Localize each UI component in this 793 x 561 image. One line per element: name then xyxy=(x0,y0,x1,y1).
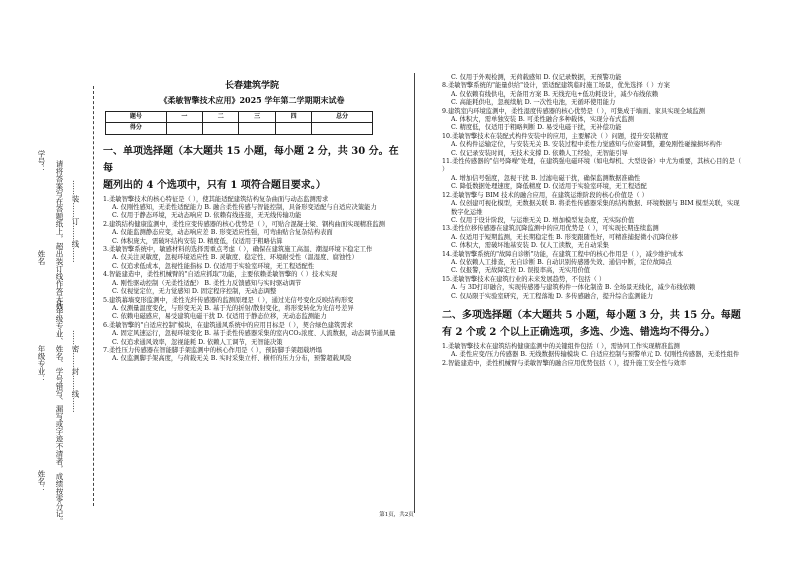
multi-choice-list xyxy=(442,343,742,368)
question-options: C. 精度低，仅适用于粗略判断 D. 易受电磁干扰，无补偿功能 xyxy=(451,124,622,132)
question-stem: 4.智能建造中，柔性机械臂的"自适应抓取"功能，主要依赖柔敏智擎的（ ）技术实现 xyxy=(103,271,338,279)
section2-heading-line: 有 2 个或 2 个以上正确选项，多选、少选、错选均不得分。） xyxy=(442,326,715,338)
question-item xyxy=(442,251,742,276)
signature-label: 姓名： xyxy=(37,470,46,493)
left-column xyxy=(103,78,401,364)
question-options: A. 仅测量温度变化，与形变无关 B. 基于光的折射/散射变化，将形变转化为光信号差异 xyxy=(112,304,354,312)
question-options: A. 仅关注灵敏度，忽视环境适应性 B. 灵敏度、稳定性、环境耐受性（温湿度、腐蚀性） xyxy=(112,254,358,262)
question-item xyxy=(442,192,742,226)
score-cell: 一 xyxy=(166,111,202,122)
question-options: A. 仅刚性感知，无柔性适配能力 B. 融合柔性传感与智能控制，具备形变适配与自适应决策能力 xyxy=(112,204,377,212)
section1-heading-line: 题列出的 4 个选项中，只有 1 项符合题目要求。） xyxy=(103,179,326,191)
score-input-cell[interactable] xyxy=(275,123,311,134)
name-label: 姓名 xyxy=(37,250,46,265)
score-input-cell[interactable] xyxy=(166,123,202,134)
question-item xyxy=(442,343,742,360)
question-options: A. 仅构件运输定位，与安装无关 B. 安装过程中柔性力觉感知与位姿调整，避免刚性碰撞损坏构件 xyxy=(451,141,723,149)
question-options: C. 降低数据处理速度，降低精度 D. 仅适用于实验室环境，无工程适配 xyxy=(451,183,647,191)
question-options: C. 仅追求低成本，忽视性能指标 D. 仅适用于实验室环境，无工程适配性 xyxy=(112,262,315,270)
question-options: C. 依赖电磁感应，易受建筑电磁干扰 D. 仅适用于静态位移，无动态监测能力 xyxy=(112,313,327,321)
question-stem: 11.柔性传感器的"信号降噪"处理，在建筑强电磁环境（如电焊机、大型设备）中尤为重要，其核心目的是（ ） xyxy=(442,158,742,174)
page-footer: 第1页，共2页 xyxy=(379,512,414,518)
question-options: C. 高能耗供电，忽视续航 D. 一次性电池，无循环使用能力 xyxy=(451,99,616,107)
score-input-cell[interactable] xyxy=(239,123,275,134)
question-stem: 5.建筑幕墙变形监测中，柔性光纤传感器的监测原理是（ ），通过光信号变化反映结构形变 xyxy=(103,296,354,304)
binding-margin xyxy=(0,0,88,561)
binding-notice: 请将答案写在答题纸上，超出装订线作答无效。 xyxy=(55,160,64,318)
score-cell: 三 xyxy=(239,111,275,122)
question-options: C. 仅用于静态环境，无动态响应 D. 依赖有线连接，无无线传输功能 xyxy=(112,212,302,220)
question-item xyxy=(103,246,401,271)
question-stem: 6.柔敏智擎的"自适应控制"模块，在建筑通风系统中的应用目标是（ ），契合绿色建筑需求 xyxy=(103,321,353,329)
question-item xyxy=(442,276,742,301)
score-input-cell[interactable] xyxy=(203,123,239,134)
question-stem: 14.柔敏智擎系统的"故障自诊断"功能，在建筑工程中的核心作用是（ ），减少维护成本 xyxy=(442,250,684,258)
section1-heading-line: 一、单项选择题（本大题共 15 小题，每小题 2 分，共 30 分。在每 xyxy=(103,145,399,174)
question-options: A. 仅监测脚手架高度，与荷载无关 B. 实时采集立杆、横杆的压力分布，预警超载风险 xyxy=(112,355,352,363)
score-cell: 四 xyxy=(275,111,311,122)
question-options: C. 仅局限于实验室研究，无工程落地 D. 多传感融合，提升综合监测能力 xyxy=(451,292,654,300)
score-cell: 二 xyxy=(203,111,239,122)
question-options: A. 仅适用于短期监测，无长期稳定性 B. 形变跟随性好，可精准捕捉微小沉降位移 xyxy=(451,233,678,241)
question-item xyxy=(103,221,401,246)
question-options: A. 仅依赖人工排查，无自诊断 B. 自动识别传感器失效、通信中断，定位故障点 xyxy=(451,258,672,266)
student-id-label: 学号： xyxy=(37,150,46,173)
question-options: C. 仅用于外观检测，无荷载感知 D. 仅记录数据，无预警功能 xyxy=(451,74,622,81)
question-options: A. 体积大，需单独安装 B. 可柔性融合多种载体，实现分布式监测 xyxy=(451,116,634,124)
question-stem: 3.柔敏智擎系统中，敏感材料的选择需重点考虑（ ），确保在建筑施工高温、潮湿环境下稳定工作 xyxy=(103,246,373,254)
section1-heading xyxy=(103,143,401,194)
question-options: C. 仅记录安装时间，无技术支撑 D. 依赖人工经验，无智能引导 xyxy=(451,149,628,157)
cut-line xyxy=(93,86,94,506)
question-options: A. 刚性驱动控制（无柔性适配） B. 柔性力反馈感知与实时驱动调节 xyxy=(112,279,302,287)
question-options: A. 与 3D打印融合，实现传感器与建筑构件一体化制造 B. 全场景无线化，减少布线依赖 xyxy=(451,284,696,292)
question-item xyxy=(442,133,742,158)
single-choice-list-continued xyxy=(442,74,742,301)
score-table xyxy=(105,111,373,135)
question-options: C. 体积大，需破坏地基安装 D. 仅人工读数，无自动采集 xyxy=(451,242,609,250)
question-item xyxy=(103,322,401,347)
section2-heading xyxy=(442,307,742,341)
question-stem: 13.柔性位移传感器在建筑沉降监测中的应用优势是（ ），可实现长期连续监测 xyxy=(442,225,659,233)
question-item xyxy=(103,347,401,364)
question-item xyxy=(442,158,742,192)
question-options: C. 仅报警，无故障定位 D. 误报率高，无实用价值 xyxy=(451,267,591,275)
question-options: C. 仅追求通风效率，忽视能耗 D. 依赖人工调节，无智能决策 xyxy=(112,338,283,346)
question-item xyxy=(103,297,401,322)
binding-rules: 凡年级专业、姓名、学号错写、漏写或字迹不清者，成绩按零分记。 xyxy=(55,300,64,525)
question-stem: 2.智能建造中，柔性机械臂与柔敏智擎的融合应用优势包括（ ），提升施工安全性与效率 xyxy=(442,359,687,367)
question-stem: 7.柔性压力传感器在智能脚手架监测中的核心作用是（ ），预防脚手架超载坍塌 xyxy=(103,346,322,354)
question-stem: 15.柔敏智擎技术在建筑行业的未来发展趋势，不包括（ ） xyxy=(442,275,606,283)
score-cell: 题号 xyxy=(106,111,167,122)
seal-line-hint: ……密……封……线…… xyxy=(71,330,80,413)
section2-heading-line: 二、多项选择题（本大题共 5 小题，每小题 3 分，共 15 分。每题 xyxy=(442,309,741,321)
question-stem: 9.建筑室内环境监测中，柔性湿度传感器的核心优势是（ ），可集成于墙面、家具实现全域监测 xyxy=(442,107,706,115)
question-options: A. 仅依赖有线供电，无备用方案 B. 无线充电+低功耗设计，减少布线依赖 xyxy=(451,90,659,98)
score-input-cell[interactable] xyxy=(312,123,373,134)
question-options: C. 体积庞大，需破坏结构安装 D. 精度低，仅适用于粗略估算 xyxy=(112,237,283,245)
question-item xyxy=(103,271,401,296)
column-divider xyxy=(414,73,415,513)
question-options: A. 仅创建可视化模型，无数据关联 B. 将柔性传感器采集的结构数据、环境数据与 BIM 模型关联，实现数字化运维 xyxy=(451,200,740,216)
question-stem: 12.柔敏智擎与 BIM 技术的融合应用，在建筑运维阶段的核心价值是（ ） xyxy=(442,191,648,199)
question-item xyxy=(442,82,742,107)
question-options: C. 仅视觉定位，无力觉感知 D. 固定程序控制，无动态调整 xyxy=(112,288,277,296)
score-cell: 总分 xyxy=(312,111,373,122)
question-item xyxy=(442,225,742,250)
question-options: A. 增加信号强度，忽视干扰 B. 过滤电磁干扰，确保监测数据准确性 xyxy=(451,174,641,182)
question-stem: 1.柔敏智擎技术在建筑结构健康监测中的关键组件包括（ ），需协同工作实现精准监测 xyxy=(442,342,680,350)
question-options: A. 固定风速运行，忽视环境变化 B. 基于柔性传感器采集的室内CO₂浓度、人流数据，动态调节通风量 xyxy=(112,330,396,338)
binding-line-hint: ……装……订……线…… xyxy=(71,180,80,263)
question-options: A. 仅能监测静态应变，动态响应差 B. 形变适应性强，可弯曲贴合复杂结构表面 xyxy=(112,229,333,237)
question-stem: 2.建筑结构健康监测中，柔性应变传感器的核心优势是（ ），可贴合混凝土梁、钢构曲面实现精准监测 xyxy=(103,220,385,228)
class-label: 年级专业： xyxy=(37,345,46,383)
question-item xyxy=(442,360,742,368)
question-stem: 10.柔敏智擎技术在装配式构件安装中的应用，主要解决（ ）问题，提升安装精度 xyxy=(442,132,669,140)
question-options: A. 柔性应变/压力传感器 B. 无线数据传输模块 C. 自适应控制与预警单元 D. 仅刚性传感器，无柔性组件 xyxy=(451,351,740,359)
score-cell: 得分 xyxy=(106,123,167,134)
question-item xyxy=(103,196,401,221)
question-stem: 1.柔敏智擎技术的核心特征是（ ），使其能适配建筑结构复杂曲面与动态监测需求 xyxy=(103,195,329,203)
question-options: C. 仅用于设计阶段，与运维无关 D. 增加模型复杂度，无实际价值 xyxy=(451,216,635,224)
exam-title: 《柔敏智擎技术应用》2025 学年第二学期期末试卷 xyxy=(159,95,345,106)
question-stem: 8.柔敏智擎系统的"能量供给"设计，需适配建筑临时施工场景，优先选择（ ）方案 xyxy=(442,82,670,90)
single-choice-list xyxy=(103,196,401,364)
right-column xyxy=(442,74,742,368)
school-title: 长春建筑学院 xyxy=(224,81,279,91)
question-item xyxy=(442,108,742,133)
